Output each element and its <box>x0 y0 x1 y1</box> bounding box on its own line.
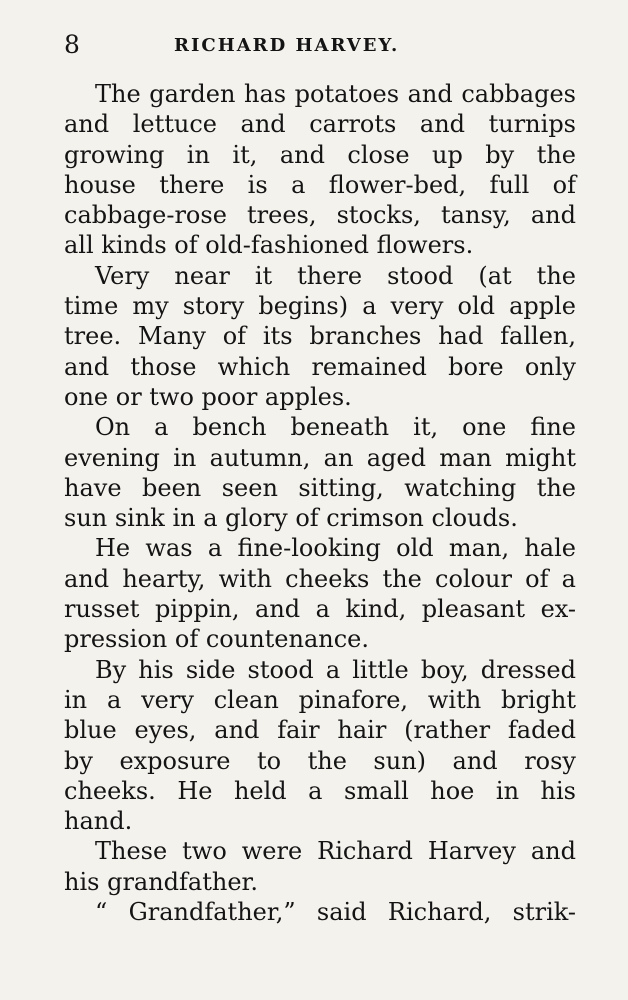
text-line: and hearty, with cheeks the colour of a <box>64 564 576 593</box>
running-title: RICHARD HARVEY. <box>174 35 400 56</box>
text-line: in a very clean pinafore, with bright <box>64 685 576 714</box>
text-line: tree. Many of its branches had fallen, <box>64 322 576 351</box>
text-line: By his side stood a little boy, dressed <box>95 655 576 684</box>
text-line: pression of countenance. <box>64 625 369 654</box>
text-line: one or two poor apples. <box>64 382 352 411</box>
text-line: “ Grandfather,” said Richard, strik- <box>95 898 576 927</box>
text-line: all kinds of old-fashioned flowers. <box>64 231 474 260</box>
text-line: blue eyes, and fair hair (rather faded <box>64 716 576 745</box>
text-line: russet pippin, and a kind, pleasant ex- <box>64 595 576 624</box>
text-line: hand. <box>64 807 133 836</box>
page-number: 8 <box>64 30 80 59</box>
text-line: He was a fine-looking old man, hale <box>95 534 576 563</box>
text-line: evening in autumn, an aged man might <box>64 443 576 472</box>
text-line: Very near it there stood (at the <box>95 261 576 290</box>
text-line: have been seen sitting, watching the <box>64 473 576 502</box>
text-line: time my story begins) a very old apple <box>64 292 576 321</box>
page-text <box>64 79 576 927</box>
text-line: cheeks. He held a small hoe in his <box>64 776 576 805</box>
text-line: cabbage-rose trees, stocks, tansy, and <box>64 201 576 230</box>
text-line: The garden has potatoes and cabbages <box>95 80 576 108</box>
text-line: These two were Richard Harvey and <box>95 837 576 866</box>
text-line: his grandfather. <box>64 867 259 896</box>
text-line: and lettuce and carrots and turnips <box>64 110 576 139</box>
text-line: growing in it, and close up by the <box>64 140 576 169</box>
text-line: and those which remained bore only <box>64 352 576 381</box>
text-line: On a bench beneath it, one fine <box>95 413 576 442</box>
text-line: house there is a flower-bed, full of <box>64 170 576 199</box>
text-line: sun sink in a glory of crimson clouds. <box>64 504 518 533</box>
page-header <box>64 31 570 61</box>
text-line: by exposure to the sun) and rosy <box>64 746 576 775</box>
